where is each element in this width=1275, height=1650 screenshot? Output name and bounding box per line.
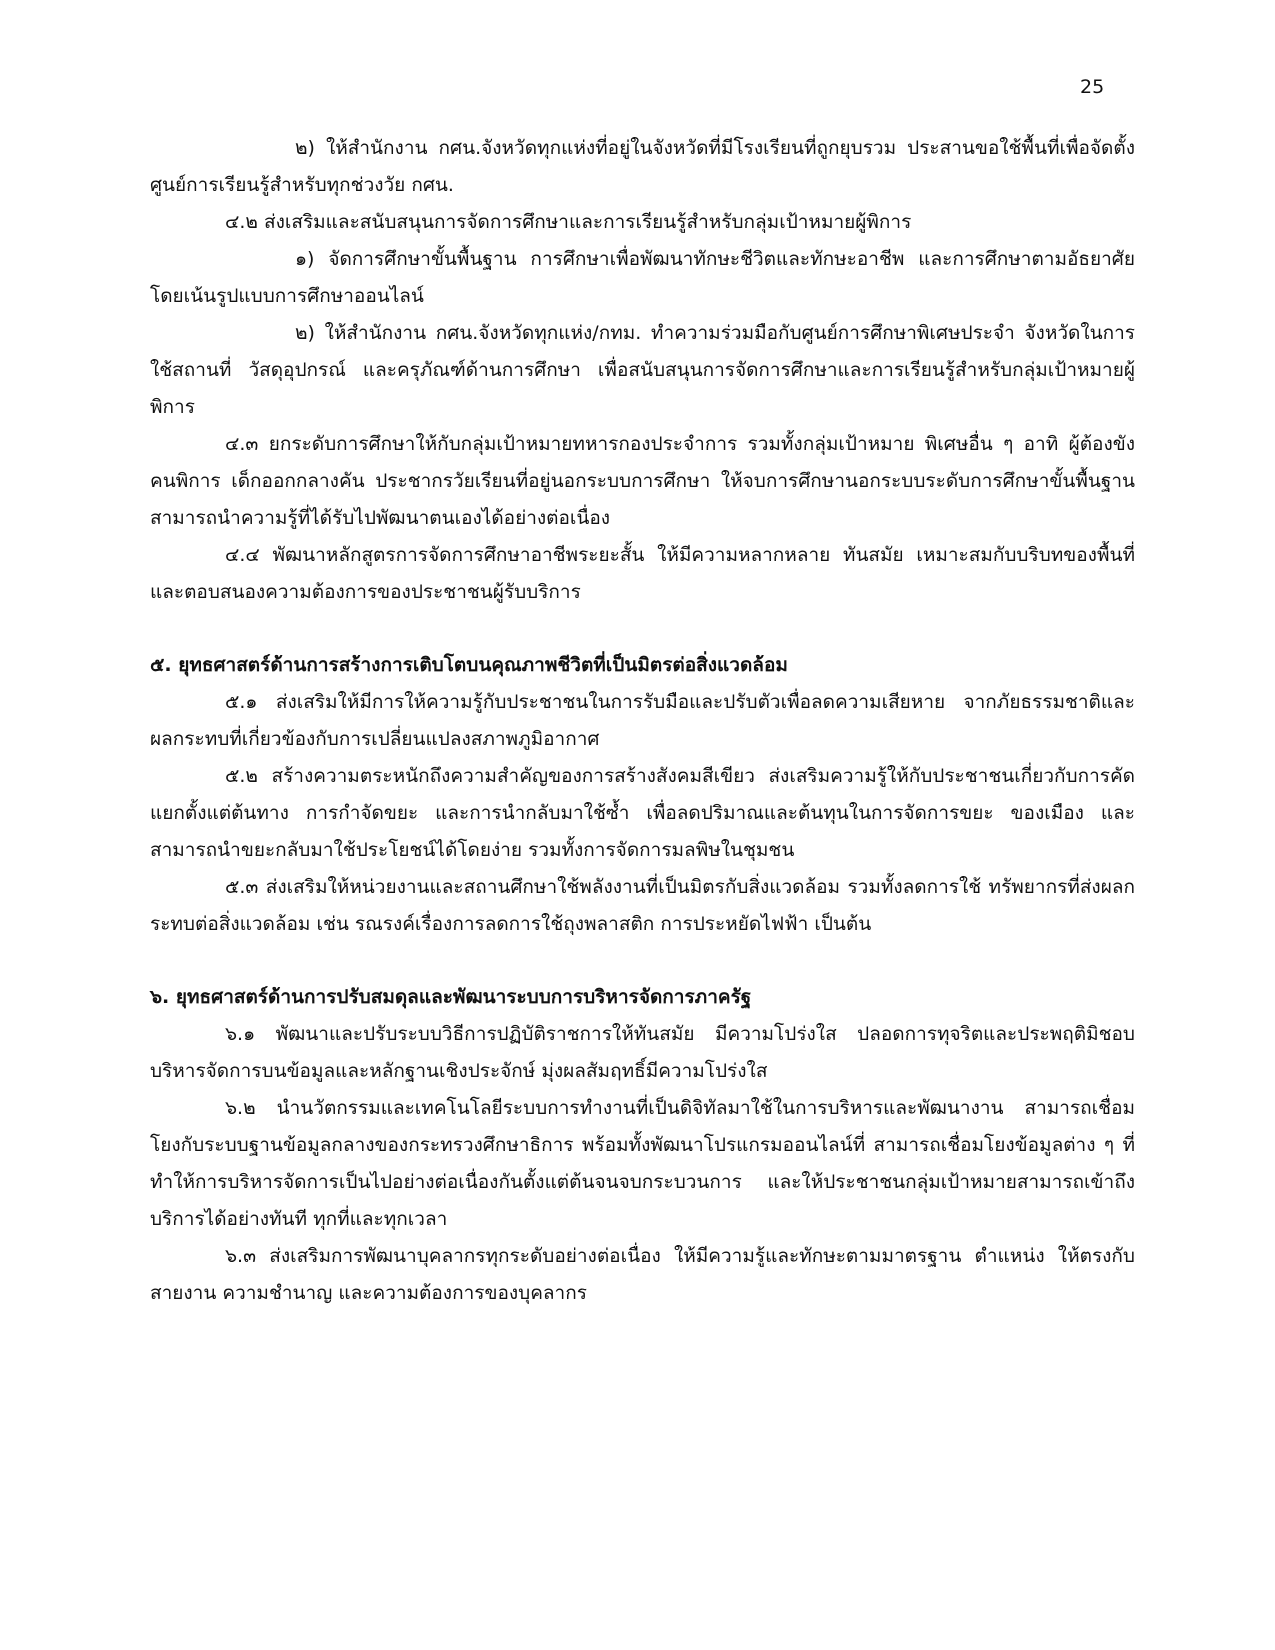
paragraph-5-2: ๕.๒ สร้างความตระหนักถึงความสำคัญของการสร้างสังคมสีเขียว ส่งเสริมความรู้ให้กับประชาชนเกี่ยวกับการคัดแยกตั้งแต่ต้นทาง การกำจัดขยะ และการนำกลับมาใช้ซ้ำ เพื่อลดปริมาณและต้นทุนในการจัดการขยะ ของเมือง และสามารถนำขยะกลับมาใช้ประโยชน์ได้โดยง่าย รวมทั้งการจัดการมลพิษในชุมชน <box>150 765 1135 861</box>
paragraph-4-4: ๔.๔ พัฒนาหลักสูตรการจัดการศึกษาอาชีพระยะสั้น ให้มีความหลากหลาย ทันสมัย เหมาะสมกับบริบทของพื้นที่ และตอบสนองความต้องการของประชาชนผู้รับบริการ <box>150 544 1135 603</box>
paragraph-6-2: ๖.๒ นำนวัตกรรมและเทคโนโลยีระบบการทำงานที่เป็นดิจิทัลมาใช้ในการบริหารและพัฒนางาน สามารถเชื่อมโยงกับระบบฐานข้อมูลกลางของกระทรวงศึกษาธิการ พร้อมทั้งพัฒนาโปรแกรมออนไลน์ที่ สามารถเชื่อมโยงข้อมูลต่าง ๆ ที่ทำให้การบริหารจัดการเป็นไปอย่างต่อเนื่องกันตั้งแต่ต้นจนจบกระบวนการ และให้ประชาชนกลุ่มเป้าหมายสามารถเข้าถึงบริการได้อย่างทันที ทุกที่และทุกเวลา <box>150 1097 1135 1230</box>
section-6-heading: ๖. ยุทธศาสตร์ด้านการปรับสมดุลและพัฒนาระบบการบริหารจัดการภาครัฐ <box>150 986 752 1008</box>
document-body <box>150 130 1135 1312</box>
paragraph-6-1: ๖.๑ พัฒนาและปรับระบบวิธีการปฏิบัติราชการให้ทันสมัย มีความโปร่งใส ปลอดการทุจริตและประพฤติมิชอบ บริหารจัดการบนข้อมูลและหลักฐานเชิงประจักษ์ มุ่งผลสัมฤทธิ์มีความโปร่งใส <box>150 1023 1135 1082</box>
page-number: 25 <box>1080 76 1105 98</box>
paragraph-4-2-item-2: ๒) ให้สำนักงาน กศน.จังหวัดทุกแห่ง/กทม. ทำความร่วมมือกับศูนย์การศึกษาพิเศษประจำ จังหวัดในการใช้สถานที่ วัสดุอุปกรณ์ และครุภัณฑ์ด้านการศึกษา เพื่อสนับสนุนการจัดการศึกษาและการเรียนรู้สำหรับกลุ่มเป้าหมายผู้พิการ <box>150 322 1135 418</box>
paragraph-5-1: ๕.๑ ส่งเสริมให้มีการให้ความรู้กับประชาชนในการรับมือและปรับตัวเพื่อลดความเสียหาย จากภัยธรรมชาติและผลกระทบที่เกี่ยวข้องกับการเปลี่ยนแปลงสภาพภูมิอากาศ <box>150 691 1135 750</box>
paragraph-4-2-item-1: ๑) จัดการศึกษาขั้นพื้นฐาน การศึกษาเพื่อพัฒนาทักษะชีวิตและทักษะอาชีพ และการศึกษาตามอัธยาศัย โดยเน้นรูปแบบการศึกษาออนไลน์ <box>150 248 1135 307</box>
paragraph-4-3: ๔.๓ ยกระดับการศึกษาให้กับกลุ่มเป้าหมายทหารกองประจำการ รวมทั้งกลุ่มเป้าหมาย พิเศษอื่น ๆ อาทิ ผู้ต้องขัง คนพิการ เด็กออกกลางคัน ประชากรวัยเรียนที่อยู่นอกระบบการศึกษา ให้จบการศึกษานอกระบบระดับการศึกษาขั้นพื้นฐาน สามารถนำความรู้ที่ได้รับไปพัฒนาตนเองได้อย่างต่อเนื่อง <box>150 433 1135 529</box>
paragraph-4-2: ๔.๒ ส่งเสริมและสนับสนุนการจัดการศึกษาและการเรียนรู้สำหรับกลุ่มเป้าหมายผู้พิการ <box>225 211 912 233</box>
paragraph-6-3: ๖.๓ ส่งเสริมการพัฒนาบุคลากรทุกระดับอย่างต่อเนื่อง ให้มีความรู้และทักษะตามมาตรฐาน ตำแหน่ง ให้ตรงกับสายงาน ความชำนาญ และความต้องการของบุคลากร <box>150 1245 1135 1304</box>
paragraph-5-3: ๕.๓ ส่งเสริมให้หน่วยงานและสถานศึกษาใช้พลังงานที่เป็นมิตรกับสิ่งแวดล้อม รวมทั้งลดการใช้ ทรัพยากรที่ส่งผลกระทบต่อสิ่งแวดล้อม เช่น รณรงค์เรื่องการลดการใช้ถุงพลาสติก การประหยัดไฟฟ้า เป็นต้น <box>150 876 1135 935</box>
paragraph-4-1-item-2: ๒) ให้สำนักงาน กศน.จังหวัดทุกแห่งที่อยู่ในจังหวัดที่มีโรงเรียนที่ถูกยุบรวม ประสานขอใช้พื้นที่เพื่อจัดตั้งศูนย์การเรียนรู้สำหรับทุกช่วงวัย กศน. <box>150 137 1135 196</box>
section-5-heading: ๕. ยุทธศาสตร์ด้านการสร้างการเติบโตบนคุณภาพชีวิตที่เป็นมิตรต่อสิ่งแวดล้อม <box>150 654 788 676</box>
